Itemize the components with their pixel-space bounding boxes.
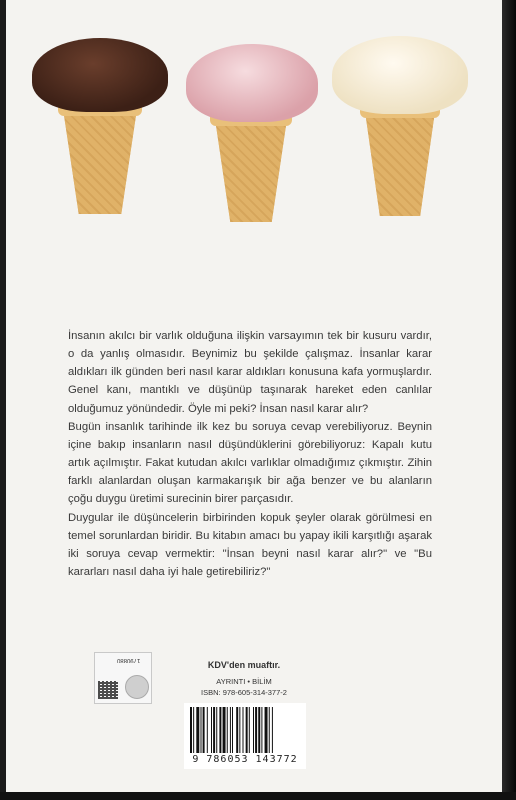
ice-cream-image [6,20,502,240]
cone-wafer [62,102,138,214]
bottom-edge [0,792,516,800]
publisher-info [184,660,304,698]
round-sticker-icon [125,675,149,699]
barcode-bar [269,707,270,753]
barcode-bar [216,707,217,753]
book-spine-edge [502,0,516,800]
barcode-bar [223,707,226,753]
barcode-icon [190,707,302,753]
barcode-bar [272,707,273,753]
qr-code-icon [98,681,118,699]
barcode-bar [201,707,202,753]
barcode-bar [207,707,208,753]
imprint: AYRINTI • BİLİM [216,677,272,686]
barcode-bar [213,707,215,753]
barcode-bar [211,707,212,753]
book-back-cover [6,0,502,792]
blurb-paragraph-1: İnsanın akılcı bir varlık olduğuna ilişkin varsayımın tek bir kusuru vardır, o da yanlış olmasıdır. Beynimiz bu şekilde çalışmaz. İnsanlar karar aldıkları ilk günden beri nasıl karar aldıkları konusuna kafa yormuşlardır. Genel kanı, mantıklı ve düşünüp taşınarak hareket eden canlılar olduğumuz yönündedir. Öyle mi peki? İnsan nasıl karar alır? [68,330,432,415]
barcode-bar [239,707,240,753]
barcode-bar [246,707,248,753]
barcode-bar [249,707,250,753]
barcode-bar [265,707,268,753]
cone-wafer [214,112,288,222]
barcode-bar [219,707,221,753]
barcode-bar [236,707,238,753]
strawberry-scoop [186,44,318,122]
barcode-bar [232,707,233,753]
barcode-bar [243,707,244,753]
barcode-block [184,703,306,769]
barcode-number: 9 786053 143772 [192,754,298,765]
sticker-code: 1790880 [117,657,141,663]
cone-wafer [364,104,436,216]
stock-sticker [94,652,152,704]
blurb-paragraph-3: Duygular ile düşüncelerin birbirinden kopuk şeyler olarak görülmesi en temel sorunlardan biridir. Bu kitabın amacı bu yapay ikili karşıtlığı aşarak iki soruya cevap vermektir: "İnsan beyni nasıl karar alır?" ve "Bu kararları nasıl daha iyi hale getirebiliriz?" [68,511,432,579]
stock-sticker-group [94,652,152,704]
vanilla-scoop [332,36,468,114]
chocolate-ice-cream-cone [26,20,176,230]
kdv-note: KDV'den muaftır. [207,660,281,670]
blurb-text [68,327,432,581]
blurb-paragraph-2: Bugün insanlık tarihinde ilk kez bu soruya cevap verebiliyoruz. Beynin içine bakıp insanların nasıl düşündüklerini görebiliyoruz: Kapalı kutu artık açılmıştır. Fakat kutudan akılcı varlıklar olmadığımız çıkmıştır. Zihin farklı alanlardan oluşan karmakarışık bir ağa benzer ve bu alanların çoğu duygu üretimi surecinin birer parçasıdır. [68,420,432,506]
barcode-bar [190,707,192,753]
isbn: ISBN: 978-605-314-377-2 [201,688,287,697]
barcode-bar [196,707,199,753]
barcode-bar [193,707,194,753]
barcode-bar [203,707,205,753]
barcode-bar [230,707,231,753]
strawberry-ice-cream-cone [176,26,326,236]
barcode-bar [227,707,228,753]
barcode-bar [258,707,260,753]
barcode-bar [255,707,257,753]
chocolate-scoop [32,38,168,112]
vanilla-ice-cream-cone [324,20,474,230]
barcode-bar [253,707,254,753]
barcode-bar [261,707,262,753]
